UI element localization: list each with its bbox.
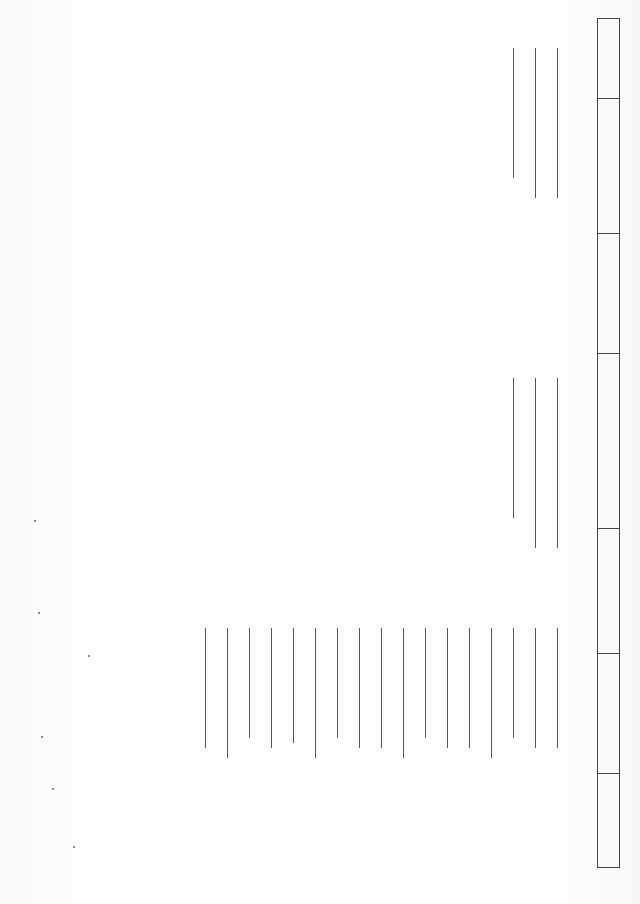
column-divider-1 xyxy=(598,18,620,19)
rotated-document-table xyxy=(150,18,620,868)
text-line-placeholder-1 xyxy=(557,48,558,198)
column-divider-6 xyxy=(598,653,620,654)
text-line-placeholder-21 xyxy=(249,628,250,738)
scan-speck xyxy=(88,655,90,657)
text-line-placeholder-10 xyxy=(491,628,492,758)
column-divider-5 xyxy=(598,528,620,529)
text-line-placeholder-5 xyxy=(535,378,536,548)
text-line-placeholder-22 xyxy=(227,628,228,758)
text-line-placeholder-15 xyxy=(381,628,382,748)
text-line-placeholder-23 xyxy=(205,628,206,748)
text-line-placeholder-13 xyxy=(425,628,426,738)
scan-speck xyxy=(41,736,43,738)
text-line-placeholder-19 xyxy=(293,628,294,743)
text-line-placeholder-2 xyxy=(535,48,536,198)
header-rule xyxy=(597,18,598,868)
column-divider-2 xyxy=(598,98,620,99)
column-divider-7 xyxy=(598,773,620,774)
column-divider-end xyxy=(598,867,620,868)
scan-speck xyxy=(73,846,75,848)
scan-speck xyxy=(52,788,54,790)
scan-speck xyxy=(34,520,36,522)
text-line-placeholder-6 xyxy=(513,378,514,518)
text-line-placeholder-8 xyxy=(535,628,536,748)
column-divider-3 xyxy=(598,233,620,234)
text-line-placeholder-7 xyxy=(557,628,558,748)
column-divider-4 xyxy=(598,353,620,354)
scan-speck xyxy=(38,612,40,614)
text-line-placeholder-11 xyxy=(469,628,470,748)
text-line-placeholder-17 xyxy=(337,628,338,738)
text-line-placeholder-9 xyxy=(513,628,514,738)
text-line-placeholder-4 xyxy=(557,378,558,548)
text-line-placeholder-12 xyxy=(447,628,448,748)
text-line-placeholder-20 xyxy=(271,628,272,748)
text-line-placeholder-14 xyxy=(403,628,404,758)
text-line-placeholder-18 xyxy=(315,628,316,758)
top-table-rule xyxy=(619,18,620,868)
text-line-placeholder-3 xyxy=(513,48,514,178)
text-line-placeholder-16 xyxy=(359,628,360,748)
table-frame xyxy=(150,18,620,868)
